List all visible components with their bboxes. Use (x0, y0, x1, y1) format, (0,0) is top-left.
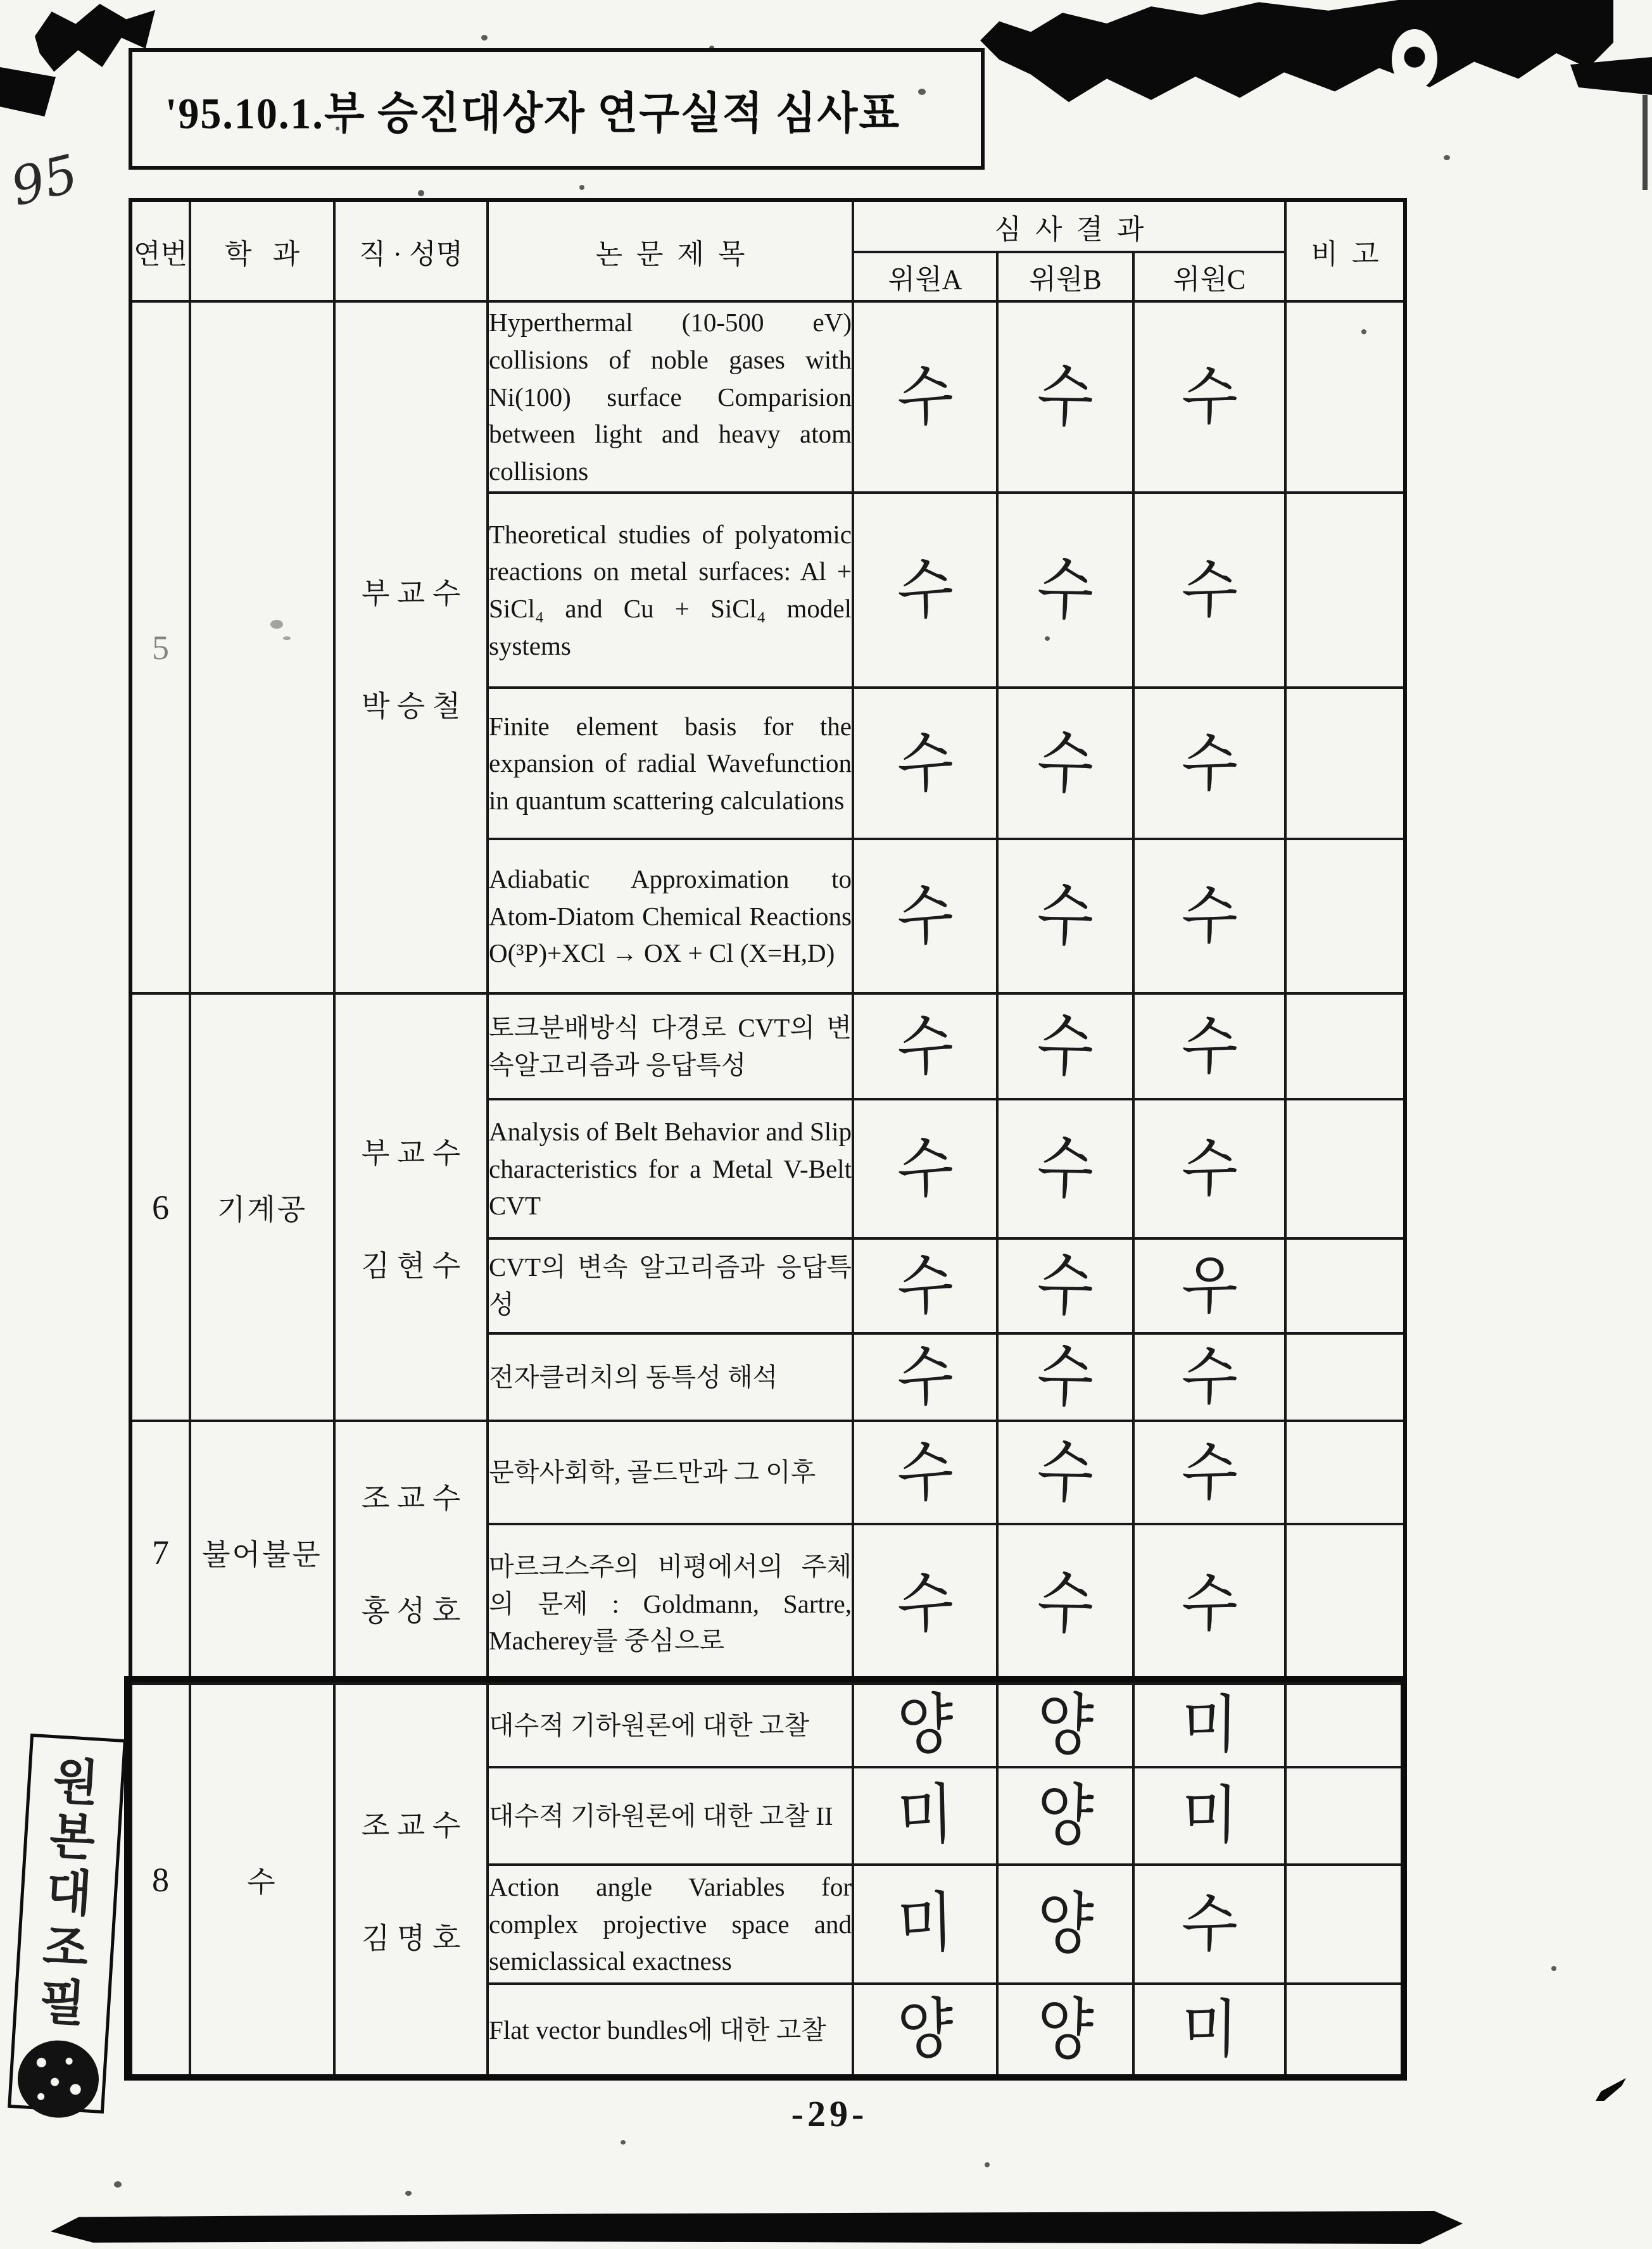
remarks-cell (1285, 1238, 1405, 1333)
grade-a-cell (853, 1238, 997, 1333)
department-cell (190, 301, 334, 993)
stamp-char: 조 (41, 1920, 90, 1977)
position: 부 교 수 (361, 1137, 461, 1169)
grade-handwriting: 수 (896, 1563, 954, 1644)
position: 조 교 수 (361, 1810, 461, 1842)
grade-a-cell (853, 1099, 997, 1238)
grade-b-cell (997, 1421, 1133, 1524)
position-name-cell (334, 301, 488, 993)
title-box (129, 48, 985, 170)
handwritten-note: 95 (5, 143, 84, 218)
speck (481, 35, 488, 41)
grade-handwriting: 수 (1035, 1005, 1095, 1087)
grade-a-cell (853, 1984, 997, 2077)
grade-handwriting: 수 (1180, 1435, 1239, 1509)
grade-c-cell (1133, 1984, 1285, 2077)
remarks-cell (1285, 839, 1405, 993)
grade-handwriting: 우 (1180, 1248, 1239, 1323)
grade-b-cell (997, 1865, 1133, 1984)
header-committee-b: 위원B (997, 252, 1133, 301)
grade-a-cell (853, 493, 997, 688)
grade-b-cell (997, 1238, 1133, 1333)
grade-handwriting: 수 (1180, 1009, 1239, 1083)
remarks-cell (1285, 1099, 1405, 1238)
grade-handwriting: 수 (1035, 875, 1095, 956)
grade-handwriting: 수 (896, 1245, 954, 1326)
name: 홍 성 호 (361, 1594, 461, 1627)
remarks-cell (1285, 493, 1405, 688)
grade-handwriting: 미 (1180, 1687, 1239, 1763)
position-name-cell (334, 993, 488, 1421)
header-dept: 학 과 (190, 200, 334, 301)
grade-handwriting: 수 (1035, 1563, 1095, 1644)
grade-b-cell (997, 301, 1133, 493)
grade-b-cell (997, 1524, 1133, 1684)
scan-artifact-right-edge (1643, 95, 1648, 190)
grade-b-cell (997, 1099, 1133, 1238)
grade-handwriting: 수 (1180, 1339, 1239, 1414)
header-seq: 연번 (130, 200, 190, 301)
grade-a-cell (853, 1865, 997, 1984)
grade-handwriting: 수 (896, 1432, 954, 1513)
grade-a-cell (853, 1524, 997, 1684)
grade-handwriting: 수 (1180, 878, 1239, 954)
grade-c-cell (1133, 839, 1285, 993)
scan-artifact-top-right (980, 0, 1613, 106)
grade-handwriting: 미 (1180, 1992, 1239, 2067)
position-name-cell (334, 1684, 488, 2077)
header-committee-a: 위원A (853, 252, 997, 301)
department-cell: 불어불문 (190, 1421, 334, 1684)
grade-a-cell (853, 993, 997, 1099)
grade-c-cell (1133, 993, 1285, 1099)
serial-cell: 5 (130, 301, 190, 993)
remarks-cell (1285, 1333, 1405, 1421)
name: 김 현 수 (361, 1249, 461, 1282)
speck (405, 2191, 412, 2196)
paper-row (130, 1421, 1405, 1524)
grade-handwriting: 수 (896, 876, 954, 956)
department-cell: 수 (190, 1684, 334, 2077)
circular-seal (15, 2038, 101, 2120)
paper-title-cell: 토크분배방식 다경로 CVT의 변속알고리즘과 응답특성 (488, 993, 853, 1099)
grade-handwriting: 수 (1180, 1131, 1239, 1206)
header-result-group: 심 사 결 과 (853, 200, 1285, 252)
position: 부 교 수 (361, 577, 461, 610)
paper-title-cell: 대수적 기하원론에 대한 고찰 (488, 1684, 853, 1767)
grade-handwriting: 양 (1035, 1775, 1095, 1856)
remarks-cell (1285, 1767, 1405, 1865)
grade-c-cell (1133, 1524, 1285, 1684)
grade-handwriting: 미 (896, 1884, 954, 1964)
grade-handwriting: 수 (1035, 1432, 1095, 1513)
paper-row (130, 301, 1405, 493)
grade-c-cell (1133, 1421, 1285, 1524)
paper-title-cell: Analysis of Belt Behavior and Slip characteristics for a Metal V-Belt CVT (488, 1099, 853, 1238)
name: 김 명 호 (361, 1922, 461, 1955)
header-remarks: 비 고 (1285, 200, 1405, 301)
grade-c-cell (1133, 1099, 1285, 1238)
grade-a-cell (853, 688, 997, 839)
speck (1444, 155, 1450, 160)
serial-cell: 7 (130, 1421, 190, 1684)
grade-b-cell (997, 839, 1133, 993)
grade-handwriting: 수 (1035, 1128, 1095, 1209)
serial-cell: 6 (130, 993, 190, 1421)
grade-c-cell (1133, 1767, 1285, 1865)
stamp-char: 대 (44, 1865, 94, 1922)
stamp-char: 원 (51, 1754, 100, 1812)
paper-title-cell: Theoretical studies of polyatomic reactions on metal surfaces: Al + SiCl₄ and Cu + SiCl₄ model systems (488, 493, 853, 688)
grade-b-cell (997, 493, 1133, 688)
grade-handwriting: 수 (1035, 722, 1095, 803)
grade-handwriting: 수 (896, 550, 954, 630)
grade-handwriting: 미 (1180, 1778, 1239, 1853)
grade-handwriting: 수 (896, 722, 954, 803)
grade-a-cell (853, 1684, 997, 1767)
verification-stamp (8, 1734, 127, 2114)
review-table (129, 198, 1407, 2079)
remarks-cell (1285, 301, 1405, 493)
paper-row (130, 1684, 1405, 1767)
grade-a-cell (853, 1421, 997, 1524)
page-number: -29- (791, 2093, 868, 2134)
grade-handwriting: 양 (896, 1989, 954, 2070)
paper-title-cell: 문학사회학, 골드만과 그 이후 (488, 1421, 853, 1524)
grade-a-cell (853, 301, 997, 493)
grade-a-cell (853, 839, 997, 993)
paper-title-cell: Action angle Variables for complex projective space and semiclassical exactness (488, 1865, 853, 1984)
grade-a-cell (853, 1333, 997, 1421)
paper-title-cell: 전자클러치의 동특성 해석 (488, 1333, 853, 1421)
remarks-cell (1285, 1984, 1405, 2077)
grade-b-cell (997, 993, 1133, 1099)
grade-handwriting: 수 (896, 1005, 954, 1087)
grade-handwriting: 양 (1035, 1684, 1095, 1765)
stamp-char: 필 (37, 1975, 87, 2033)
grade-c-cell (1133, 1684, 1285, 1767)
grade-handwriting: 수 (896, 1128, 954, 1209)
speck (579, 185, 584, 190)
remarks-cell (1285, 688, 1405, 839)
grade-handwriting: 수 (896, 356, 954, 437)
speck (418, 190, 424, 196)
grade-handwriting: 수 (1035, 549, 1095, 630)
speck (985, 2162, 990, 2167)
speck (621, 2140, 626, 2145)
name: 박 승 철 (361, 690, 461, 722)
speck (114, 2181, 122, 2188)
remarks-cell (1285, 1865, 1405, 1984)
grade-handwriting: 수 (1180, 552, 1239, 627)
grade-a-cell (853, 1767, 997, 1865)
speck (1551, 1966, 1556, 1971)
scan-artifact-curl (1392, 29, 1437, 90)
scan-artifact-tick (1596, 2078, 1626, 2101)
grade-c-cell (1133, 1865, 1285, 1984)
grade-handwriting: 양 (1035, 1883, 1095, 1964)
grade-b-cell (997, 1684, 1133, 1767)
scan-artifact-bottom-bar (51, 2211, 1463, 2244)
grade-b-cell (997, 1984, 1133, 2077)
position: 조 교 수 (361, 1482, 461, 1515)
grade-c-cell (1133, 688, 1285, 839)
header-committee-c: 위원C (1133, 252, 1285, 301)
remarks-cell (1285, 1684, 1405, 1767)
page-title: '95.10.1.부 승진대상자 연구실적 심사표 (165, 89, 901, 138)
grade-b-cell (997, 1767, 1133, 1865)
grade-handwriting: 수 (1180, 1566, 1239, 1641)
serial-cell: 8 (130, 1684, 190, 2077)
department-cell: 기계공 (190, 993, 334, 1421)
paper-title-cell: 마르크스주의 비평에서의 주체의 문제 : Goldmann, Sartre, Macherey를 중심으로 (488, 1524, 853, 1684)
grade-handwriting: 수 (1035, 1336, 1095, 1417)
paper-title-cell: Adiabatic Approximation to Atom-Diatom Chemical Reactions O(³P)+XCl → OX + Cl (X=H,D) (488, 839, 853, 993)
paper-title-cell: CVT의 변속 알고리즘과 응답특성 (488, 1238, 853, 1333)
grade-handwriting: 수 (1035, 356, 1095, 437)
paper-title-cell: Hyperthermal (10-500 eV) collisions of noble gases with Ni(100) surface Comparision between light and heavy atom collisions (488, 301, 853, 493)
grade-handwriting: 양 (896, 1685, 954, 1765)
stamp-char: 본 (47, 1810, 97, 1867)
paper-title-cell: Finite element basis for the expansion of radial Wavefunction in quantum scattering calculations (488, 688, 853, 839)
grade-handwriting: 수 (1180, 726, 1239, 800)
grade-b-cell (997, 1333, 1133, 1421)
grade-b-cell (997, 688, 1133, 839)
remarks-cell (1285, 993, 1405, 1099)
grade-handwriting: 수 (1180, 1886, 1239, 1962)
header-paper-title: 논 문 제 목 (488, 200, 853, 301)
header-row-1 (130, 200, 1405, 252)
grade-handwriting: 양 (1035, 1989, 1095, 2070)
paper-title-cell: Flat vector bundles에 대한 고찰 (488, 1984, 853, 2077)
remarks-cell (1285, 1421, 1405, 1524)
header-position-name: 직 · 성명 (334, 200, 488, 301)
grade-handwriting: 수 (1035, 1245, 1095, 1326)
position-name-cell (334, 1421, 488, 1684)
grade-handwriting: 수 (896, 1337, 954, 1417)
grade-handwriting: 미 (896, 1775, 954, 1856)
grade-c-cell (1133, 301, 1285, 493)
grade-c-cell (1133, 1238, 1285, 1333)
grade-c-cell (1133, 493, 1285, 688)
paper-title-cell: 대수적 기하원론에 대한 고찰 II (488, 1767, 853, 1865)
grade-c-cell (1133, 1333, 1285, 1421)
paper-row (130, 993, 1405, 1099)
grade-handwriting: 수 (1180, 359, 1239, 434)
scan-artifact-top-left-2 (0, 67, 56, 117)
faded-smudge (270, 620, 283, 629)
remarks-cell (1285, 1524, 1405, 1684)
